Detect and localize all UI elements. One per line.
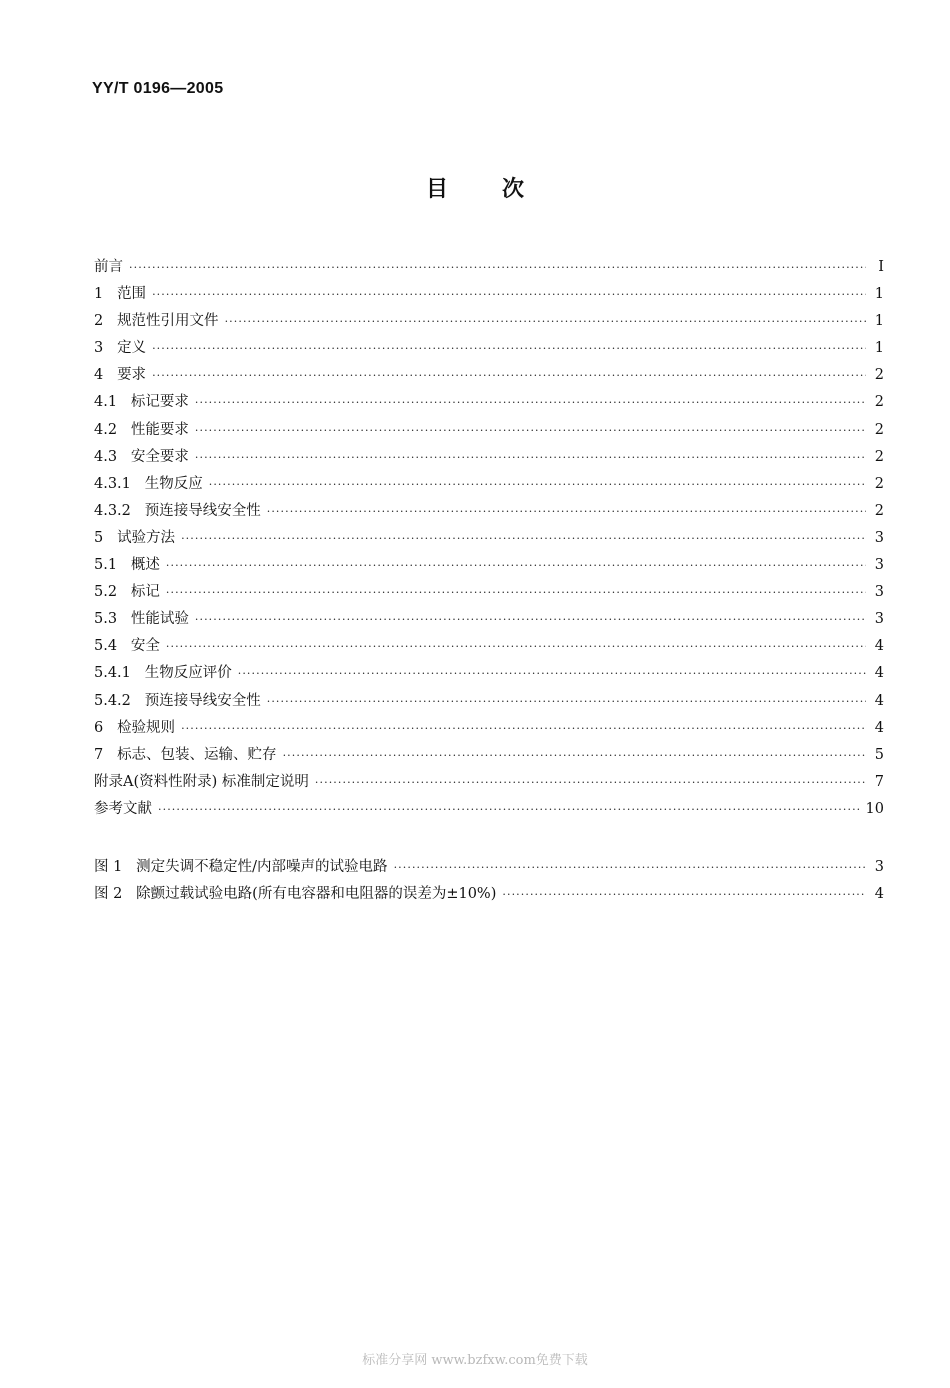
entry-number: 4 [94, 367, 118, 384]
entry-label: 检验规则 [117, 719, 176, 736]
toc-entry[interactable] [94, 472, 884, 499]
entry-label: 预连接导线安全性 [144, 692, 261, 709]
entry-number: 7 [94, 746, 118, 763]
entry-number: 1 [94, 286, 118, 303]
toc-entry[interactable] [94, 390, 884, 417]
entry-number: 4.3 [94, 448, 131, 465]
entry-label: 测定失调不稳定性/内部噪声的试验电路 [136, 859, 388, 875]
entry-page: 2 [874, 448, 884, 465]
toc-entry[interactable] [94, 445, 884, 472]
toc-entry[interactable] [94, 499, 884, 526]
toc-entry[interactable] [94, 716, 884, 743]
toc-entry[interactable] [94, 526, 884, 553]
toc-entry[interactable] [94, 418, 884, 445]
entry-page: 2 [874, 502, 884, 519]
entry-number: 5.2 [94, 584, 131, 601]
entry-label: 性能试验 [130, 611, 189, 628]
entry-page: 3 [874, 859, 884, 875]
entry-label: 标记 [130, 584, 160, 601]
entry-label: 附录A(资料性附录) 标准制定说明 [94, 773, 309, 790]
toc-entry[interactable] [94, 770, 884, 797]
entry-label: 生物反应 [144, 475, 203, 492]
dot-leader [209, 478, 866, 491]
dot-leader [195, 396, 866, 409]
entry-label: 参考文献 [94, 800, 152, 817]
watermark: 标准分享网 www.bzfxw.com免费下载 [362, 1353, 588, 1368]
toc-entry[interactable] [94, 797, 884, 824]
dot-leader [283, 749, 866, 762]
entry-page: 3 [874, 584, 884, 601]
entry-page: 4 [874, 665, 884, 682]
entry-number: 2 [94, 313, 118, 330]
dot-leader [181, 532, 866, 545]
entry-number: 4.1 [94, 394, 131, 411]
toc-entry[interactable] [94, 282, 884, 309]
entry-page: 4 [874, 692, 884, 709]
entry-label: 标记要求 [130, 394, 189, 411]
toc-entry[interactable] [94, 336, 884, 363]
figure-entry[interactable] [94, 882, 884, 909]
entry-page: 2 [874, 367, 884, 384]
table-of-contents [94, 255, 884, 824]
entry-page: 4 [874, 886, 884, 903]
toc-entry[interactable] [94, 363, 884, 390]
entry-page: 3 [874, 529, 884, 546]
dot-leader [166, 640, 866, 653]
entry-page: 2 [874, 475, 884, 492]
entry-label: 安全要求 [130, 448, 189, 465]
entry-page: 3 [874, 557, 884, 574]
entry-label: 范围 [117, 286, 147, 303]
entry-label: 安全 [130, 638, 160, 655]
toc-entry[interactable] [94, 661, 884, 688]
toc-entry[interactable] [94, 743, 884, 770]
entry-page: 1 [874, 340, 884, 357]
toc-entry[interactable] [94, 607, 884, 634]
entry-number: 图 2 [94, 886, 137, 903]
entry-number: 4.3.1 [94, 475, 145, 492]
dot-leader [195, 451, 866, 464]
entry-page: 2 [874, 394, 884, 411]
dot-leader [394, 861, 866, 874]
entry-number: 5.4.2 [94, 692, 145, 709]
dot-leader [152, 342, 866, 355]
entry-page: 1 [874, 286, 884, 303]
entry-number: 5 [94, 529, 118, 546]
dot-leader [152, 369, 866, 382]
entry-number: 5.4.1 [94, 665, 145, 682]
entry-label: 除颤过载试验电路(所有电容器和电阻器的误差为±10%) [136, 886, 497, 903]
dot-leader [225, 315, 866, 328]
entry-label: 性能要求 [130, 421, 189, 438]
dot-leader [315, 776, 866, 789]
toc-entry[interactable] [94, 580, 884, 607]
entry-label: 规范性引用文件 [117, 313, 219, 330]
dot-leader [267, 505, 866, 518]
entry-number: 4.2 [94, 421, 131, 438]
entry-number: 3 [94, 340, 118, 357]
entry-page: I [878, 259, 884, 275]
dot-leader [195, 424, 866, 437]
entry-label: 试验方法 [117, 529, 176, 546]
entry-label: 前言 [94, 259, 123, 275]
entry-label: 生物反应评价 [144, 665, 232, 682]
toc-entry[interactable] [94, 689, 884, 716]
entry-page: 1 [874, 313, 884, 330]
dot-leader [166, 559, 866, 572]
dot-leader [267, 695, 866, 708]
dot-leader [181, 722, 866, 735]
entry-page: 4 [874, 719, 884, 736]
dot-leader [152, 288, 866, 301]
entry-label: 概述 [130, 557, 160, 574]
entry-label: 定义 [117, 340, 147, 357]
toc-entry[interactable] [94, 634, 884, 661]
dot-leader [195, 613, 866, 626]
entry-page: 7 [874, 773, 884, 790]
dot-leader [129, 261, 866, 274]
entry-page: 3 [874, 611, 884, 628]
entry-label: 标志、包装、运输、贮存 [117, 746, 277, 763]
page-title: 目次 [425, 177, 578, 202]
toc-entry[interactable] [94, 553, 884, 580]
entry-page: 10 [865, 800, 884, 817]
entry-page: 2 [874, 421, 884, 438]
toc-entry[interactable] [94, 255, 884, 282]
entry-number: 6 [94, 719, 118, 736]
entry-label: 预连接导线安全性 [144, 502, 261, 519]
toc-entry[interactable] [94, 309, 884, 336]
entry-number: 5.3 [94, 611, 131, 628]
entry-page: 5 [874, 746, 884, 763]
list-of-figures [94, 855, 884, 909]
entry-number: 5.4 [94, 638, 131, 655]
dot-leader [502, 888, 866, 901]
dot-leader [238, 667, 866, 680]
standard-code: YY/T 0196—2005 [92, 80, 224, 97]
figure-entry[interactable] [94, 855, 884, 882]
entry-label: 要求 [117, 367, 147, 384]
entry-number: 5.1 [94, 557, 131, 574]
dot-leader [166, 586, 866, 599]
dot-leader [158, 803, 862, 816]
entry-number: 4.3.2 [94, 502, 145, 519]
entry-number: 图 1 [94, 859, 137, 875]
entry-page: 4 [874, 638, 884, 655]
